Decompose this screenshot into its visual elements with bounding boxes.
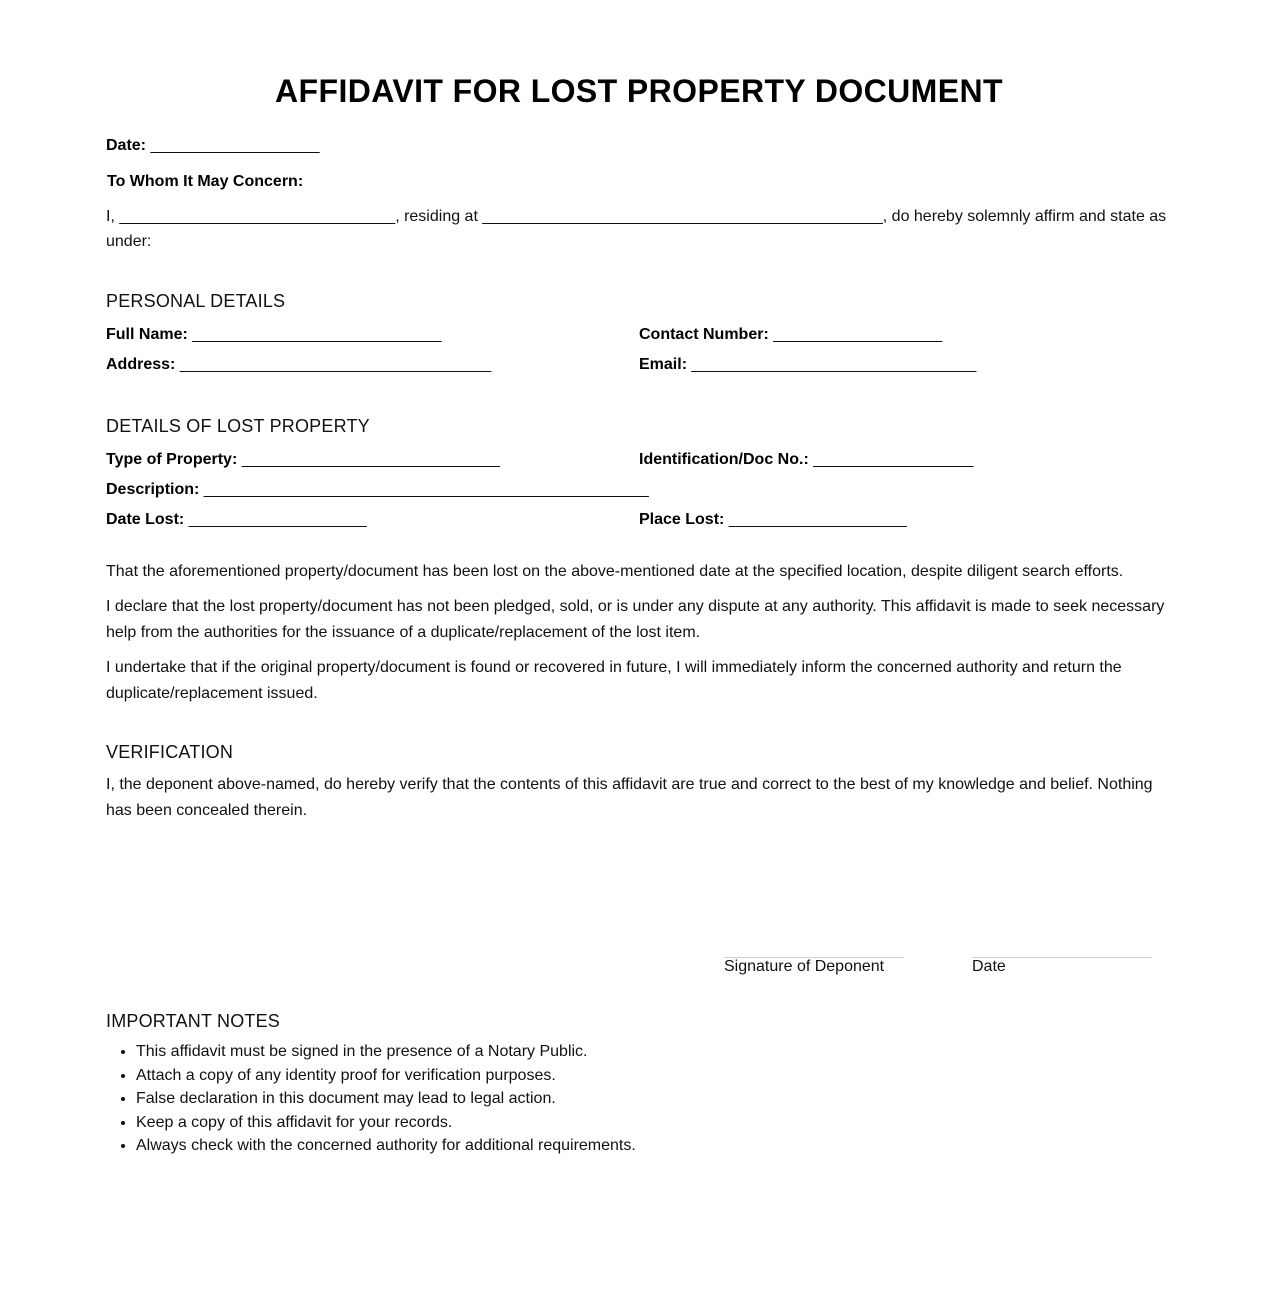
- email-blank[interactable]: ________________________________: [691, 356, 977, 373]
- note-item: • Attach a copy of any identity proof for verification purposes.: [136, 1064, 636, 1088]
- email-label: Email:: [639, 356, 688, 373]
- identification-blank[interactable]: __________________: [813, 451, 974, 468]
- place-lost-row: [639, 511, 907, 529]
- full-name-label: Full Name:: [106, 326, 188, 343]
- date-blank[interactable]: ___________________: [150, 137, 320, 154]
- date-row: [106, 137, 320, 155]
- type-of-property-blank[interactable]: _____________________________: [241, 451, 500, 468]
- intro-line-2: under:: [106, 233, 152, 250]
- signature-of-deponent-label: Signature of Deponent: [724, 958, 885, 975]
- type-of-property-label: Type of Property:: [106, 451, 238, 468]
- note-item: • Keep a copy of this affidavit for your records.: [136, 1111, 636, 1135]
- date-lost-row: [106, 511, 367, 529]
- identification-label: Identification/Doc No.:: [639, 451, 809, 468]
- signature-date-label: Date: [972, 958, 1006, 975]
- document-title: AFFIDAVIT FOR LOST PROPERTY DOCUMENT: [275, 73, 1003, 109]
- identification-row: [639, 451, 973, 469]
- contact-number-label: Contact Number:: [639, 326, 769, 343]
- date-lost-label: Date Lost:: [106, 511, 185, 528]
- personal-details-heading: PERSONAL DETAILS: [106, 291, 286, 311]
- address-row: [106, 356, 491, 374]
- type-of-property-row: [106, 451, 500, 469]
- salutation: To Whom It May Concern:: [107, 173, 304, 190]
- verification-text: I, the deponent above-named, do hereby verify that the contents of this affidavit are true and correct to the best of my knowledge and belief. Nothing has been concealed therein.: [106, 776, 1153, 819]
- full-name-blank[interactable]: ____________________________: [192, 326, 442, 343]
- date-label: Date:: [106, 137, 147, 154]
- lost-property-heading: DETAILS OF LOST PROPERTY: [106, 416, 370, 436]
- note-item: • This affidavit must be signed in the presence of a Notary Public.: [136, 1040, 636, 1064]
- note-item: • False declaration in this document may lead to legal action.: [136, 1087, 636, 1111]
- verification-heading: VERIFICATION: [106, 742, 234, 762]
- place-lost-blank[interactable]: ____________________: [728, 511, 907, 528]
- statement-paragraph-2: I declare that the lost property/document has not been pledged, sold, or is under any dispute at any authority. This affidavit is made to seek necessary help from the authorities for the issuance of a duplicate/replacement of the lost item.: [106, 598, 1165, 641]
- description-row: [106, 481, 649, 499]
- full-name-row: [106, 326, 441, 344]
- note-item: • Always check with the concerned authority for additional requirements.: [136, 1134, 636, 1158]
- email-row: [639, 356, 976, 374]
- statement-paragraph-1: That the aforementioned property/document has been lost on the above-mentioned date at the specified location, despite diligent search efforts.: [106, 563, 1124, 580]
- statement-paragraph-3: I undertake that if the original property/document is found or recovered in future, I will immediately inform the concerned authority and return the duplicate/replacement issued.: [106, 659, 1122, 702]
- contact-number-row: [639, 326, 942, 344]
- important-notes-heading: IMPORTANT NOTES: [106, 1011, 281, 1031]
- contact-number-blank[interactable]: ___________________: [773, 326, 943, 343]
- description-label: Description:: [106, 481, 200, 498]
- important-notes-list: [106, 1040, 636, 1158]
- date-lost-blank[interactable]: ____________________: [188, 511, 367, 528]
- place-lost-label: Place Lost:: [639, 511, 725, 528]
- address-blank[interactable]: ___________________________________: [179, 356, 492, 373]
- intro-line-1[interactable]: I, _______________________________, residing at _____________________________________________, do hereby solemnly affirm and state as: [106, 208, 1167, 225]
- address-label: Address:: [106, 356, 176, 373]
- description-blank[interactable]: __________________________________________________: [203, 481, 649, 498]
